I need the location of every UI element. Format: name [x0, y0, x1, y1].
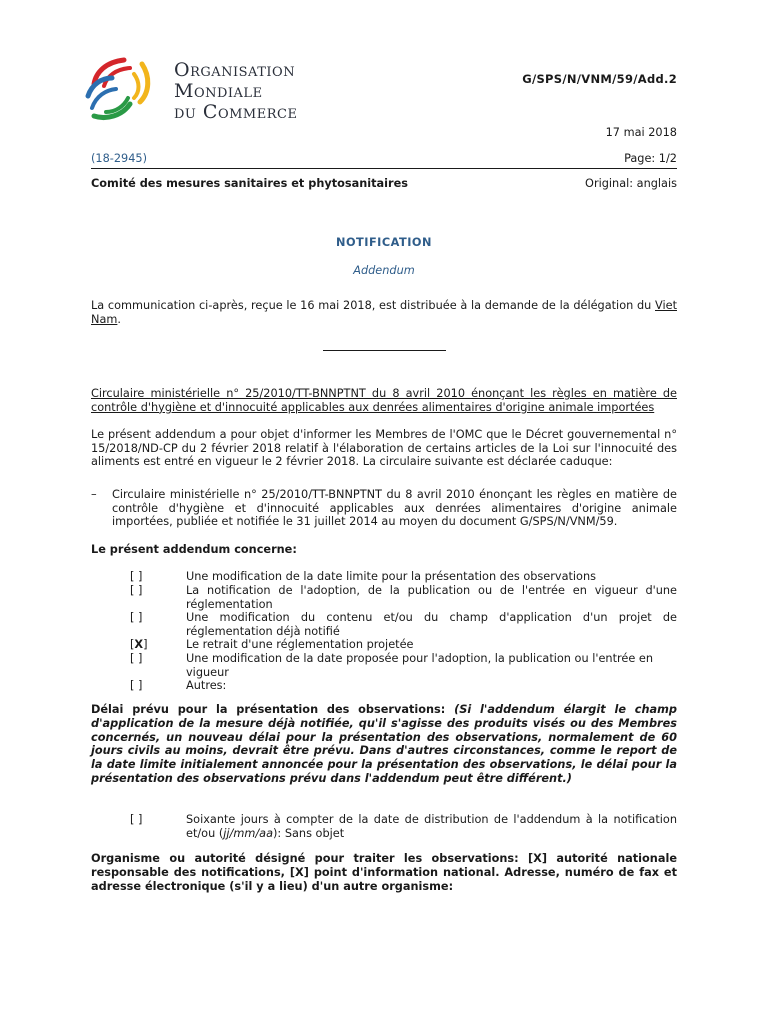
- intro-end: .: [117, 312, 121, 326]
- notification-title: NOTIFICATION: [335, 236, 432, 249]
- concerns-list: [130, 570, 677, 694]
- logo-line-2: Mondiale: [174, 80, 263, 102]
- bullet-text: Circulaire ministérielle n° 25/2010/TT-BNNPTNT du 8 avril 2010 énonçant les règles en matière de contrôle d'hygiène et d'innocuité applicables aux denrées alimentaires d'origine animale importées, publiée et notifiée le 31 juillet 2014 au moyen du document G/SPS/N/VNM/59.: [112, 488, 677, 529]
- checkbox[interactable]: [ ]: [130, 679, 143, 692]
- item-text: Une modification de la date limite pour la présentation des observations: [186, 570, 597, 583]
- intro-text: La communication ci-après, reçue le 16 mai 2018, est distribuée à la demande de la délégation du: [91, 299, 655, 312]
- intro-country: Viet Nam: [91, 299, 677, 326]
- checkbox-checked[interactable]: [X]: [130, 638, 148, 651]
- item-text: Le retrait d'une réglementation projetée: [186, 638, 414, 651]
- section-separator: [323, 350, 446, 351]
- intro-paragraph: [91, 299, 677, 326]
- checkbox[interactable]: [ ]: [130, 611, 143, 624]
- wto-logo: [84, 54, 344, 126]
- logo-text: [174, 60, 354, 123]
- deadline-label: Délai prévu pour la présentation des observations:: [91, 703, 455, 716]
- bullet-dash: –: [91, 488, 97, 501]
- item-text: Une modification de la date proposée pour l'adoption, la publication ou l'entrée en vigueur: [186, 652, 654, 679]
- item-text: Autres:: [186, 679, 227, 692]
- checkbox[interactable]: [ ]: [130, 570, 143, 583]
- deadline-paragraph: [91, 703, 677, 786]
- regulation-title: Circulaire ministérielle n° 25/2010/TT-BNNPTNT du 8 avril 2010 énonçant les règles en matière de contrôle d'hygiène et d'innocuité applicables aux denrées alimentaires d'origine animale importées: [91, 387, 677, 414]
- deadline-option: [130, 813, 677, 843]
- checkbox[interactable]: [ ]: [130, 584, 143, 597]
- purpose-paragraph: Le présent addendum a pour objet d'informer les Membres de l'OMC que le Décret gouvernemental n° 15/2018/ND-CP du 2 février 2018 relatif à l'élaboration de certains articles de la Loi sur l'innocuité des aliments est entré en vigueur le 2 février 2018. La circulaire suivante est déclarée caduque:: [91, 428, 677, 469]
- bullet-item: [91, 488, 677, 529]
- deadline-note: (Si l'addendum élargit le champ d'application de la mesure déjà notifiée, qu'il s'agisse des produits visés ou des Membres concernés, un nouveau délai pour la présentation des observations, normalement de 60 jours civils au moins, devrait être prévu. Dans d'autres circonstances, comme le report de la date limite initialement annoncée pour la présentation des observations, le délai pour la présentation des observations prévu dans l'addendum peut être différent.): [91, 703, 677, 785]
- item-text: La notification de l'adoption, de la publication ou de l'entrée en vigueur d'une réglementation: [186, 584, 677, 611]
- wto-emblem-icon: [84, 54, 160, 126]
- logo-line-1: Organisation: [174, 59, 296, 81]
- committee-name: Comité des mesures sanitaires et phytosanitaires: [91, 177, 408, 190]
- addendum-subtitle: Addendum: [353, 264, 415, 277]
- reference-number: (18-2945): [91, 152, 148, 165]
- item-text: Une modification du contenu et/ou du champ d'application d'un projet de réglementation déjà notifié: [186, 611, 677, 638]
- logo-line-3: du Commerce: [174, 101, 298, 123]
- deadline-option-text: Soixante jours à compter de la date de distribution de l'addendum à la notification et/ou (jj/mm/aa): Sans objet: [186, 813, 677, 840]
- checkbox[interactable]: [ ]: [130, 813, 143, 826]
- agency-paragraph: Organisme ou autorité désigné pour traiter les observations: [X] autorité nationale responsable des notifications, [X] point d'information national. Adresse, numéro de fax et adresse électronique (s'il y a lieu) d'un autre organisme:: [91, 852, 677, 893]
- document-symbol: G/SPS/N/VNM/59/Add.2: [522, 72, 677, 86]
- page-indicator: Page: 1/2: [624, 152, 677, 165]
- checkbox[interactable]: [ ]: [130, 652, 143, 665]
- original-language: Original: anglais: [585, 177, 677, 190]
- document-date: 17 mai 2018: [605, 126, 677, 139]
- concerns-heading: Le présent addendum concerne:: [91, 543, 297, 556]
- header-divider: [91, 168, 677, 169]
